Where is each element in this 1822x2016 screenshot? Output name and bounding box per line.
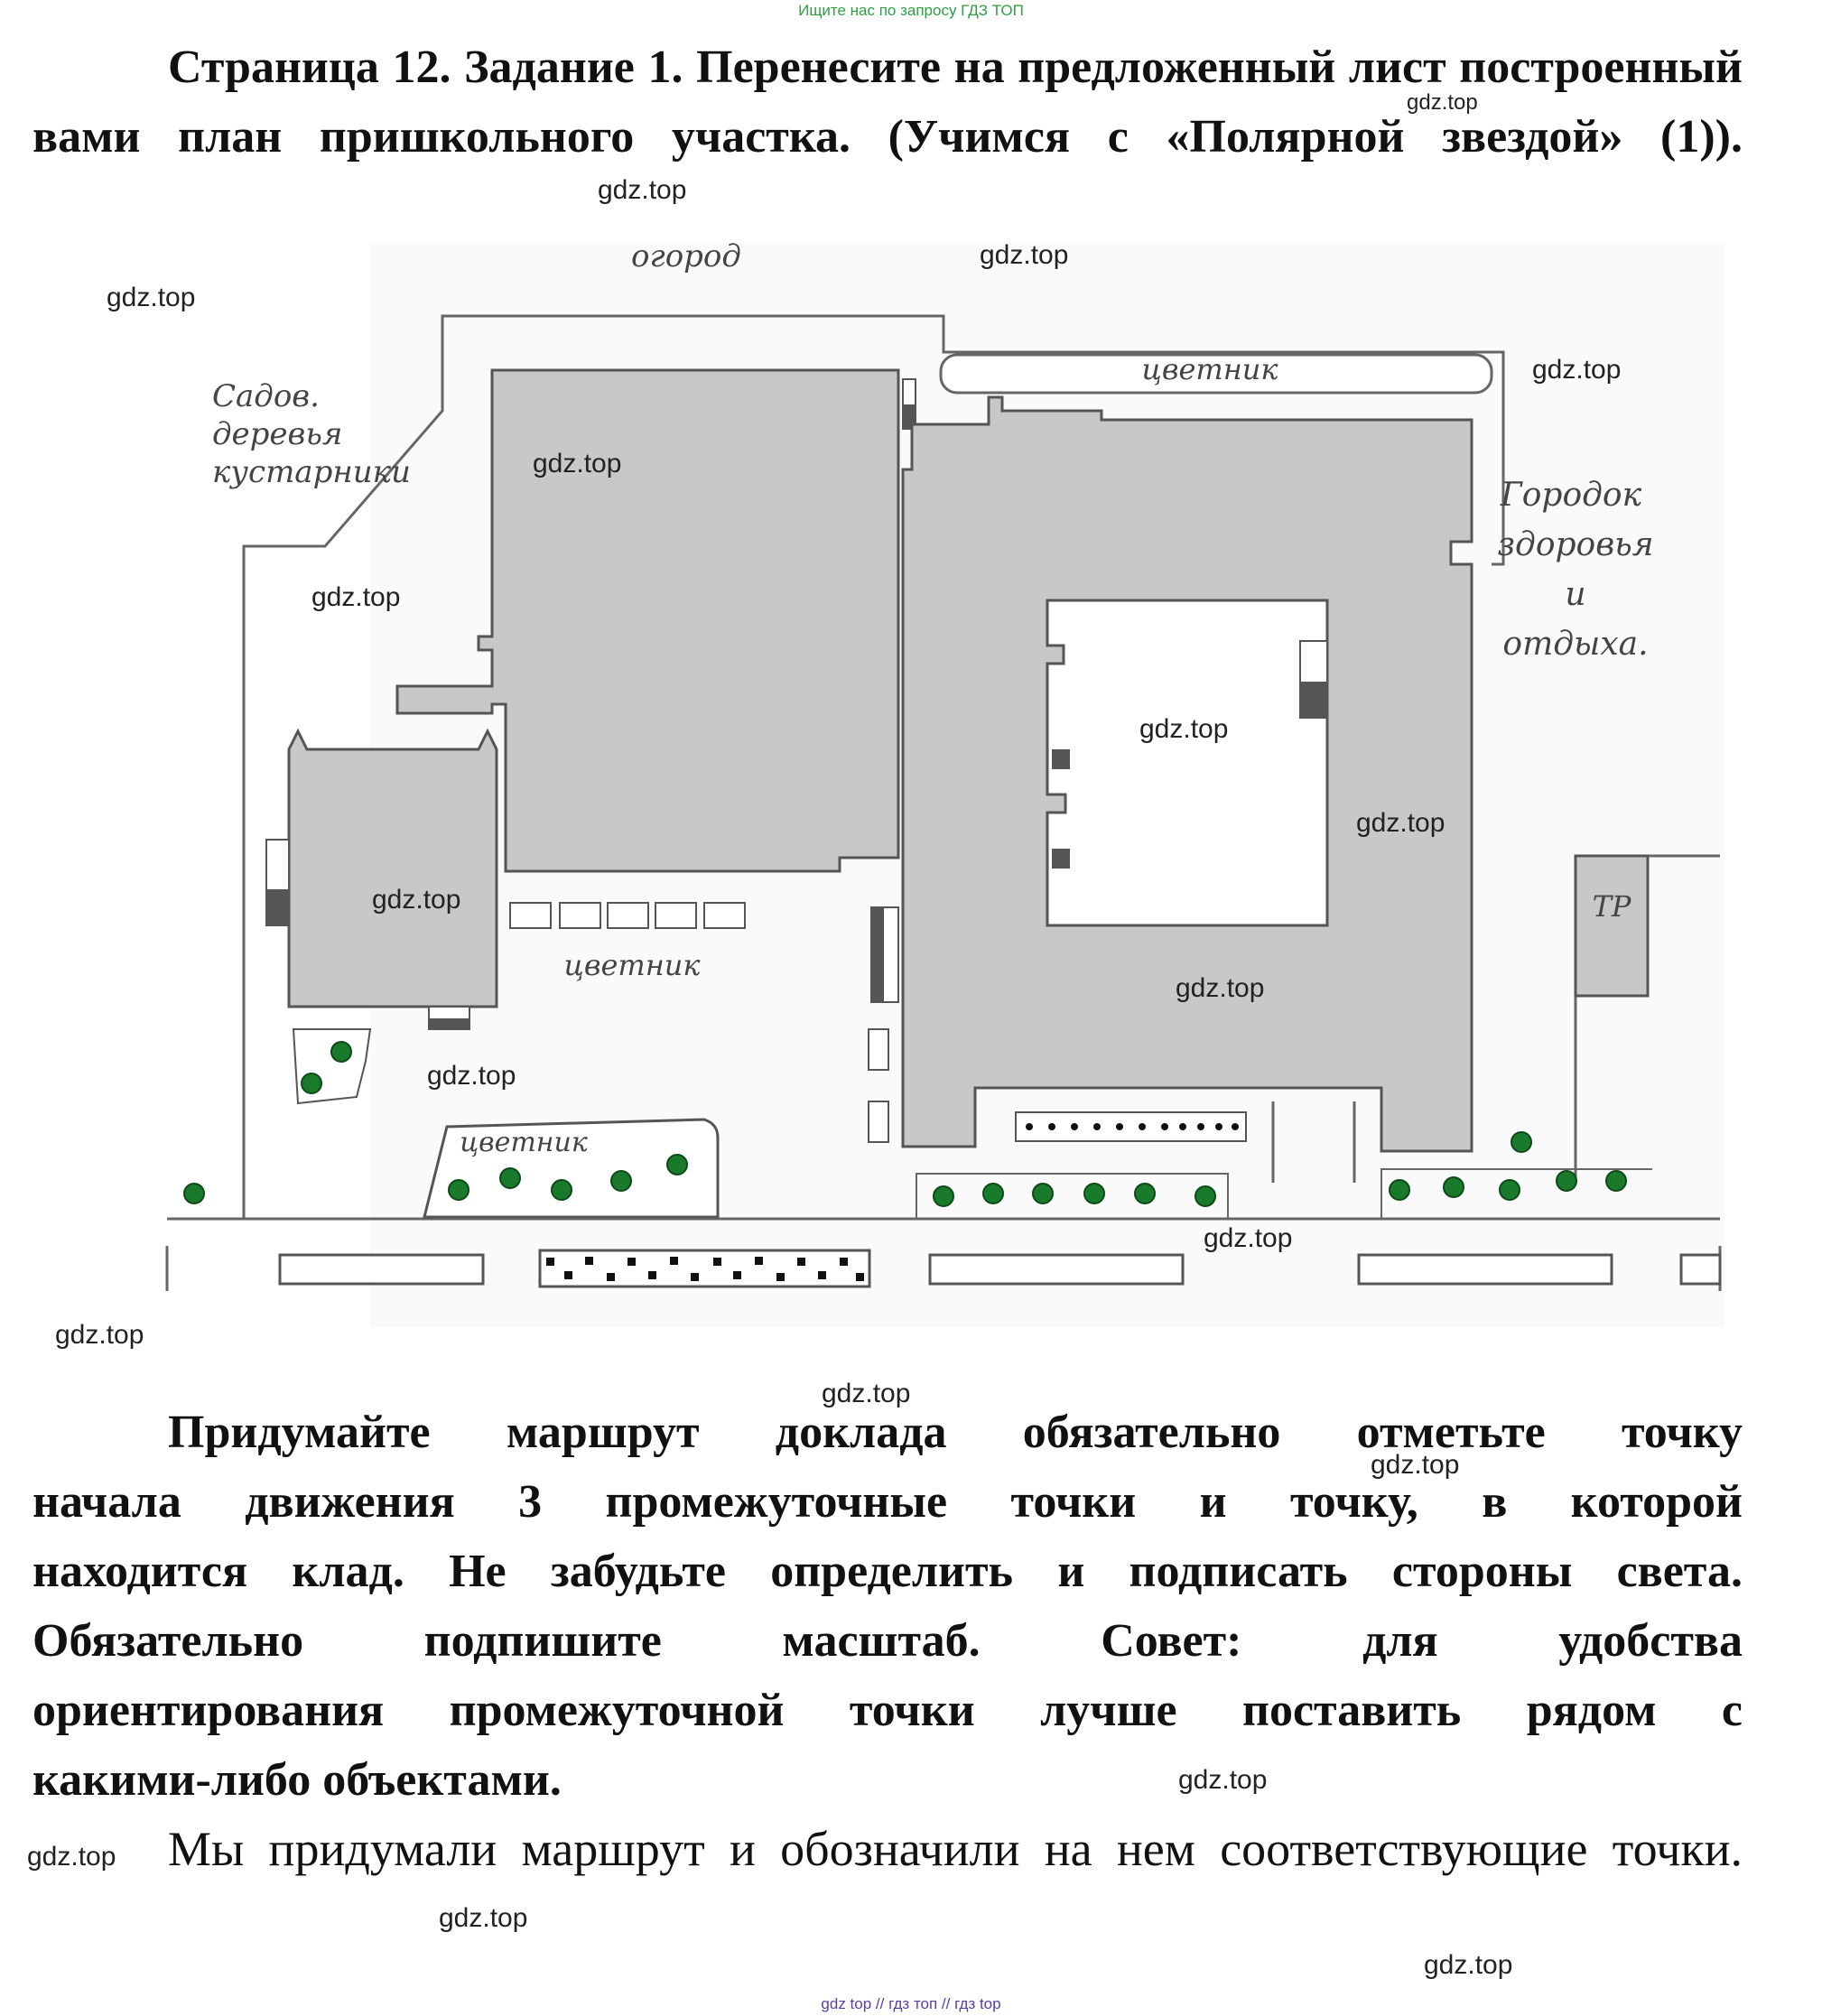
answer-text: Мы придумали маршрут и обозначили на нем соответствующие точки. [168, 1822, 1743, 1876]
watermark: gdz.top [1356, 808, 1446, 838]
watermark: gdz.top [1139, 714, 1229, 744]
watermark: gdz.top [107, 283, 196, 312]
task-title: Страница 12. Задание 1. Перенесите на предложенный лист построенный вами план пришкольного участка. (Учимся с «Полярной звездой» (1)). [33, 42, 1743, 163]
watermark: gdz.top [1204, 1223, 1293, 1253]
tp-label: ТР [1592, 889, 1631, 924]
watermark: gdz.top [1424, 1950, 1513, 1980]
flowerbed-bottom-label: цветник [460, 1127, 588, 1158]
flower-boxes [510, 903, 745, 928]
watermark: gdz.top [598, 175, 687, 205]
watermark: gdz.top [372, 885, 461, 915]
garden-label: огород [631, 238, 741, 274]
watermark: gdz.top [533, 449, 622, 478]
courtyard [1047, 600, 1327, 925]
orchard-label-line2: деревья [212, 416, 343, 452]
flowerbed-top-label: цветник [1141, 352, 1278, 386]
watermark: gdz.top [427, 1061, 516, 1091]
orchard-label-line1: Садов. [212, 378, 320, 414]
orchard-label-line3: кустарники [212, 454, 411, 490]
task-text: Придумайте маршрут доклада обязательно отметьте точку начала движения 3 промежуточные точки и точку, в которой находится клад. Не забудьте определить и подписать стороны света. Обязательно подпишите масштаб. Совет: для удобства ориентирования промежуточной точки лучше поставить рядом с какими-либо объектами. [33, 1407, 1743, 1806]
health-town-line3: и [1565, 576, 1586, 613]
watermark: gdz.top [980, 240, 1069, 270]
watermark: gdz.top [822, 1379, 911, 1408]
watermark: gdz.top [27, 1842, 116, 1872]
watermark: gdz.top [1178, 1765, 1268, 1795]
search-banner: Ищите нас по запросу ГДЗ ТОП [798, 2, 1024, 19]
transformer-substation [1576, 856, 1648, 996]
health-town-line1: Городок [1500, 477, 1642, 514]
watermark: gdz.top [311, 582, 401, 612]
watermark: gdz.top [1176, 973, 1265, 1003]
footer-links: gdz top // гдз топ // гдз top [821, 1995, 1001, 2012]
building-west-wing [289, 731, 497, 1007]
watermark: gdz.top [1532, 355, 1622, 385]
watermark: gdz.top [1371, 1450, 1460, 1480]
health-town-line2: здоровья [1497, 526, 1654, 563]
watermark: gdz.top [439, 1903, 528, 1933]
watermark: gdz.top [1407, 90, 1478, 115]
flowerbed-mid-label: цветник [563, 948, 701, 982]
dotted-block [540, 1250, 869, 1287]
watermark: gdz.top [55, 1320, 144, 1350]
health-town-line4: отдыха. [1502, 626, 1649, 663]
